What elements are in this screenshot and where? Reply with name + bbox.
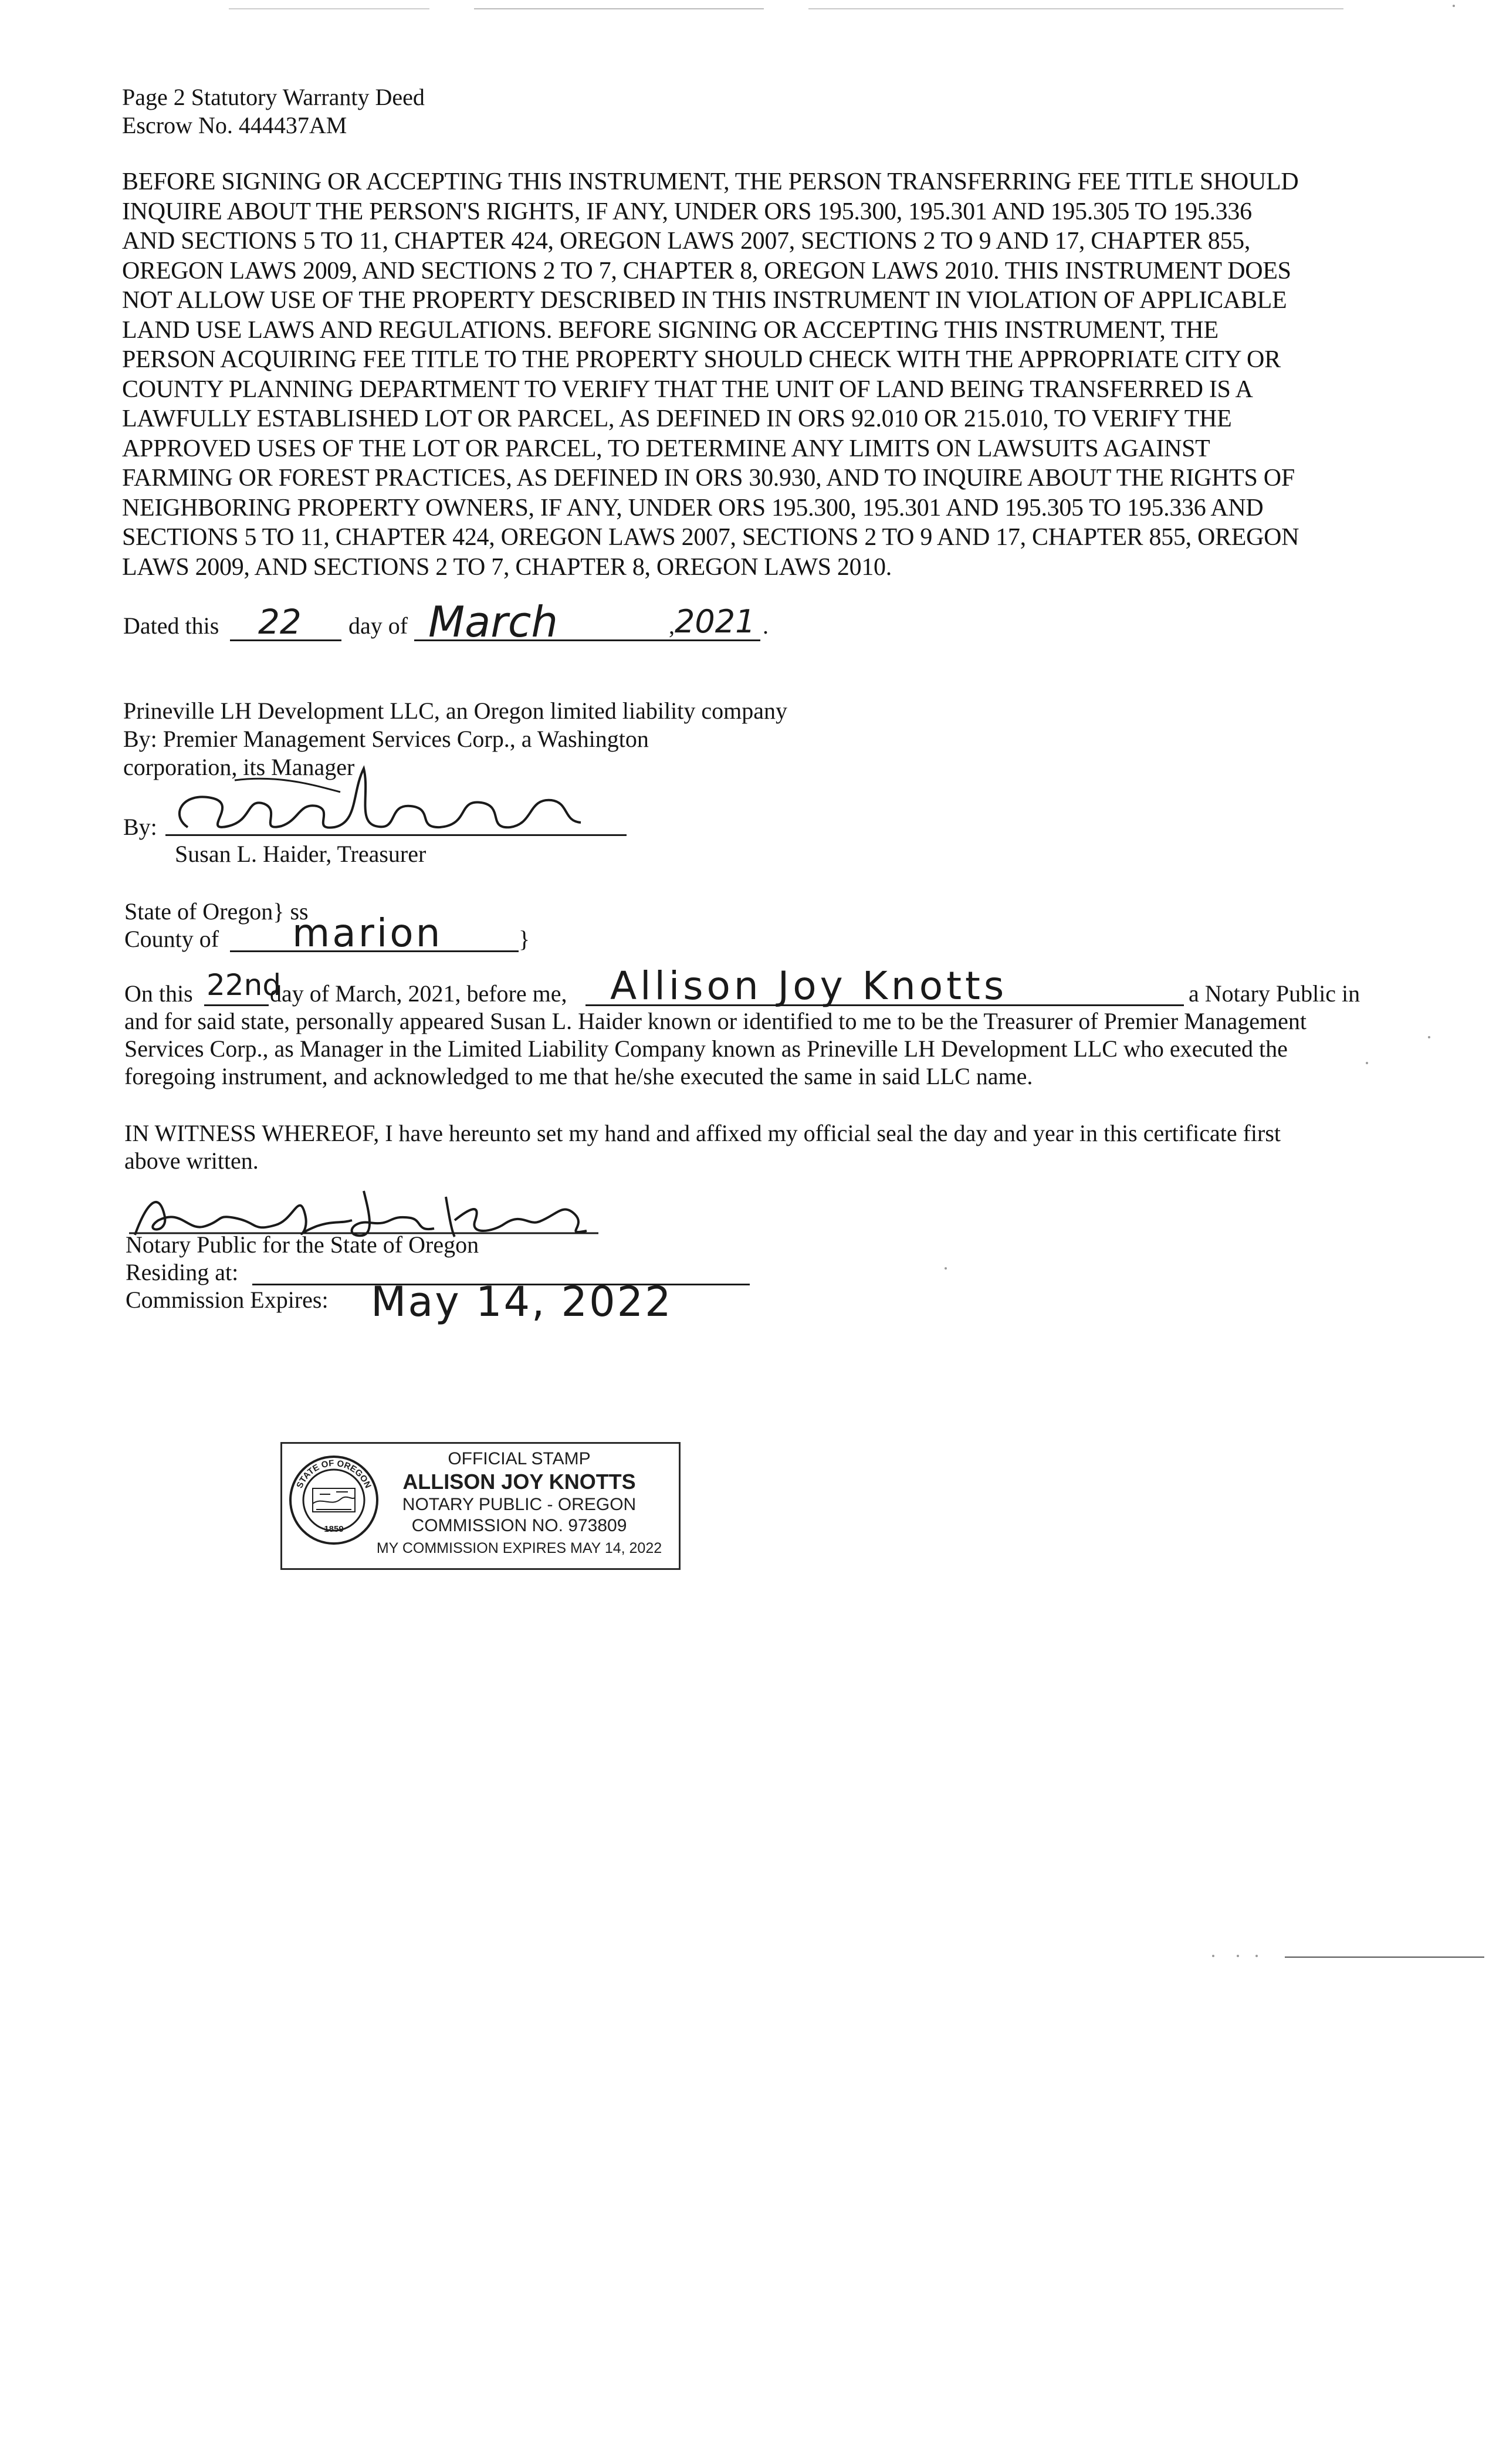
ack-line-3: Services Corp., as Manager in the Limited Liability Company known as Prineville LH Development LLC who executed the bbox=[124, 1035, 1288, 1062]
dated-period: . bbox=[763, 612, 769, 639]
scan-speck bbox=[1255, 1955, 1258, 1957]
by-label: By: bbox=[123, 814, 157, 840]
dated-month-handwritten: March bbox=[428, 597, 559, 647]
witness-line-1: IN WITNESS WHEREOF, I have hereunto set my hand and affixed my official seal the day and year in this certificate first bbox=[124, 1120, 1281, 1146]
stamp-notary-name: ALLISON JOY KNOTTS bbox=[402, 1470, 636, 1494]
scan-artifact-top bbox=[229, 8, 1343, 9]
ack-day-handwritten: 22nd bbox=[207, 968, 282, 1002]
warning-line: INQUIRE ABOUT THE PERSON'S RIGHTS, IF ANY, UNDER ORS 195.300, 195.301 AND 195.305 TO 195.336 bbox=[122, 198, 1252, 225]
seal-top-text: STATE OF OREGON bbox=[295, 1458, 373, 1490]
dated-day-of-label: day of bbox=[348, 612, 408, 639]
grantor-entity: Prineville LH Development LLC, an Oregon limited liability company bbox=[123, 698, 787, 724]
scan-speck bbox=[945, 1267, 947, 1270]
ack-notary-public-in: a Notary Public in bbox=[1189, 980, 1360, 1007]
notary-commission-label: Commission Expires: bbox=[126, 1287, 329, 1313]
warning-line: LAWS 2009, AND SECTIONS 2 TO 7, CHAPTER 8, OREGON LAWS 2010. bbox=[122, 553, 892, 581]
dated-day-handwritten: 22 bbox=[258, 602, 302, 642]
warning-line: OREGON LAWS 2009, AND SECTIONS 2 TO 7, CHAPTER 8, OREGON LAWS 2010. THIS INSTRUMENT DOES bbox=[122, 257, 1291, 285]
ack-line-4: foregoing instrument, and acknowledged to me that he/she executed the same in said LLC name. bbox=[124, 1063, 1033, 1089]
scan-speck bbox=[1366, 1062, 1368, 1064]
warning-line: NEIGHBORING PROPERTY OWNERS, IF ANY, UNDER ORS 195.300, 195.301 AND 195.305 TO 195.336 AND bbox=[122, 494, 1264, 522]
notary-public-line: Notary Public for the State of Oregon bbox=[126, 1231, 479, 1258]
scan-speck bbox=[1428, 1036, 1430, 1038]
scan-artifact-bottom-right bbox=[1285, 1957, 1484, 1958]
warning-line: PERSON ACQUIRING FEE TITLE TO THE PROPERTY SHOULD CHECK WITH THE APPROPRIATE CITY OR bbox=[122, 346, 1281, 373]
notary-residing-label: Residing at: bbox=[126, 1259, 239, 1285]
dated-year-handwritten: 2021 bbox=[675, 603, 756, 640]
warning-line: AND SECTIONS 5 TO 11, CHAPTER 424, OREGON LAWS 2007, SECTIONS 2 TO 9 AND 17, CHAPTER 855, bbox=[122, 228, 1251, 255]
warning-line: BEFORE SIGNING OR ACCEPTING THIS INSTRUMENT, THE PERSON TRANSFERRING FEE TITLE SHOULD bbox=[122, 168, 1299, 195]
venue-county-handwritten: marion bbox=[292, 911, 443, 956]
stamp-heading: OFFICIAL STAMP bbox=[448, 1449, 591, 1468]
warning-line: NOT ALLOW USE OF THE PROPERTY DESCRIBED IN THIS INSTRUMENT IN VIOLATION OF APPLICABLE bbox=[122, 287, 1287, 314]
venue-close-brace: } bbox=[519, 926, 530, 952]
scan-speck bbox=[1237, 1955, 1239, 1957]
page-header-title: Page 2 Statutory Warranty Deed bbox=[122, 84, 425, 110]
warning-line: SECTIONS 5 TO 11, CHAPTER 424, OREGON LAWS 2007, SECTIONS 2 TO 9 AND 17, CHAPTER 855, OREGON bbox=[122, 524, 1299, 551]
warning-line: COUNTY PLANNING DEPARTMENT TO VERIFY THAT THE UNIT OF LAND BEING TRANSFERRED IS A bbox=[122, 375, 1253, 403]
warning-line: FARMING OR FOREST PRACTICES, AS DEFINED IN ORS 30.930, AND TO INQUIRE ABOUT THE RIGHTS OF bbox=[122, 465, 1295, 492]
statutory-warning-paragraph bbox=[122, 167, 1401, 582]
ack-day-line bbox=[204, 1004, 269, 1006]
scan-speck bbox=[1212, 1955, 1214, 1957]
scan-speck bbox=[1453, 5, 1455, 7]
warning-line: APPROVED USES OF THE LOT OR PARCEL, TO DETERMINE ANY LIMITS ON LAWSUITS AGAINST bbox=[122, 435, 1210, 462]
grantor-signer-title: Susan L. Haider, Treasurer bbox=[175, 841, 427, 867]
seal-year: 1859 bbox=[324, 1524, 344, 1534]
escrow-number: Escrow No. 444437AM bbox=[122, 112, 347, 138]
dated-label: Dated this bbox=[123, 612, 219, 639]
stamp-notary-title: NOTARY PUBLIC - OREGON bbox=[402, 1495, 637, 1514]
grantor-capacity: corporation, its Manager bbox=[123, 754, 355, 780]
grantor-manager: By: Premier Management Services Corp., a Washington bbox=[123, 726, 649, 752]
ack-on-this: On this bbox=[124, 980, 193, 1007]
grantor-signature bbox=[164, 757, 587, 845]
venue-county-label: County of bbox=[124, 926, 219, 952]
venue-state: State of Oregon} ss bbox=[124, 898, 309, 925]
witness-line-2: above written. bbox=[124, 1148, 259, 1174]
warning-line: LAND USE LAWS AND REGULATIONS. BEFORE SIGNING OR ACCEPTING THIS INSTRUMENT, THE bbox=[122, 316, 1219, 344]
warning-line: LAWFULLY ESTABLISHED LOT OR PARCEL, AS DEFINED IN ORS 92.010 OR 215.010, TO VERIFY THE bbox=[122, 405, 1232, 432]
notary-commission-handwritten: May 14, 2022 bbox=[371, 1278, 673, 1326]
dated-comma: , bbox=[669, 612, 675, 639]
official-notary-stamp bbox=[280, 1442, 681, 1570]
ack-date-text: day of March, 2021, before me, bbox=[270, 980, 567, 1007]
ack-line-2: and for said state, personally appeared Susan L. Haider known or identified to me to be the Treasurer of Premier Management bbox=[124, 1008, 1307, 1034]
ack-notary-name-handwritten: Allison Joy Knotts bbox=[610, 963, 1008, 1008]
stamp-expiration: MY COMMISSION EXPIRES MAY 14, 2022 bbox=[376, 1540, 662, 1556]
stamp-commission-number: COMMISSION NO. 973809 bbox=[411, 1516, 627, 1535]
